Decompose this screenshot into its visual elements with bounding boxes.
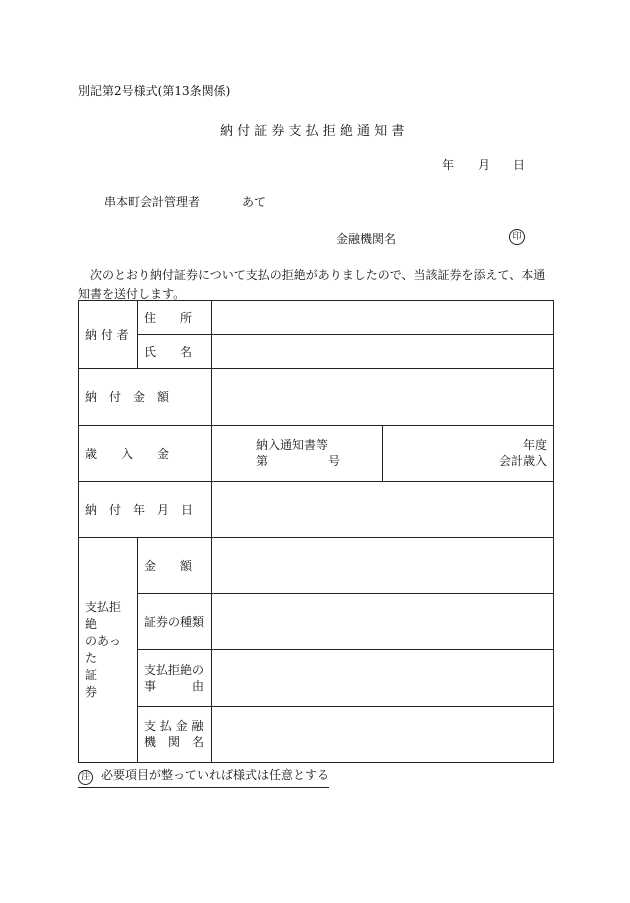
table-row [79,301,554,335]
table-row [79,706,554,762]
security-kind-label: 証券の種類 [138,594,212,650]
name-field[interactable] [212,335,554,369]
table-row [79,537,554,593]
table-row [79,481,554,537]
go-label: 号 [327,454,340,469]
rejected-securities-label [79,537,138,762]
addressee-name: 串本町会計管理者 [104,195,201,209]
date-day: 日 [513,158,526,172]
addressee-suffix: あて [242,195,267,209]
form-id: 別記第2号様式(第13条関係) [78,84,231,98]
bank-label-2: 機 関 名 [144,735,205,750]
document-title: 納 付 証 券 支 払 拒 絶 通 知 書 [220,124,405,139]
rejected-label-2: のあった [85,633,121,665]
table-row [79,335,554,369]
amount-label: 納 付 金 額 [79,369,212,425]
bank-label-1: 支 払 金 融 [144,719,204,734]
rejected-label-3: 証 券 [85,667,122,699]
date-year: 年 [442,158,455,172]
rejected-amount-label: 金 額 [138,537,212,593]
revenue-label: 歳 入 金 [79,425,212,481]
payment-date-field[interactable] [212,481,554,537]
footnote [78,766,329,788]
payment-date-label: 納 付 年 月 日 [79,481,212,537]
nendo-label: 年度 [522,438,547,453]
rejection-reason-field[interactable] [212,650,554,706]
security-kind-field[interactable] [212,594,554,650]
body-text: 次のとおり納付証券について支払の拒絶がありましたので、当該証券を添えて、本通知書を送付します。 [78,268,546,301]
kaikei-label: 会計歳入 [498,454,547,469]
seal-icon: 印 [509,229,525,245]
reason-label-1: 支払拒絶の [144,663,205,678]
table-row [79,369,554,425]
paying-bank-field[interactable] [212,706,554,762]
reason-label-2: 事 由 [144,679,205,694]
paying-bank-label [138,706,212,762]
note-icon: 注 [78,770,93,785]
dai-label: 第 [256,454,269,469]
rejected-amount-field[interactable] [212,537,554,593]
form-table [78,300,554,763]
name-label: 氏 名 [138,335,212,369]
bank-name-label: 金融機関名 [336,232,397,246]
rejected-label-1: 支払拒絶 [85,599,122,631]
rejection-reason-label [138,650,212,706]
address-label: 住 所 [138,301,212,335]
table-row [79,594,554,650]
amount-field[interactable] [212,369,554,425]
table-row [79,650,554,706]
payer-label: 納 付 者 [79,301,138,369]
date-month: 月 [478,158,491,172]
table-row [79,425,554,481]
fiscal-year-cell[interactable] [383,425,554,481]
notice-number-cell[interactable] [212,425,383,481]
address-field[interactable] [212,301,554,335]
notice-label: 納入通知書等 [256,438,329,453]
note-text: 必要項目が整っていれば様式は任意とする [101,768,330,782]
